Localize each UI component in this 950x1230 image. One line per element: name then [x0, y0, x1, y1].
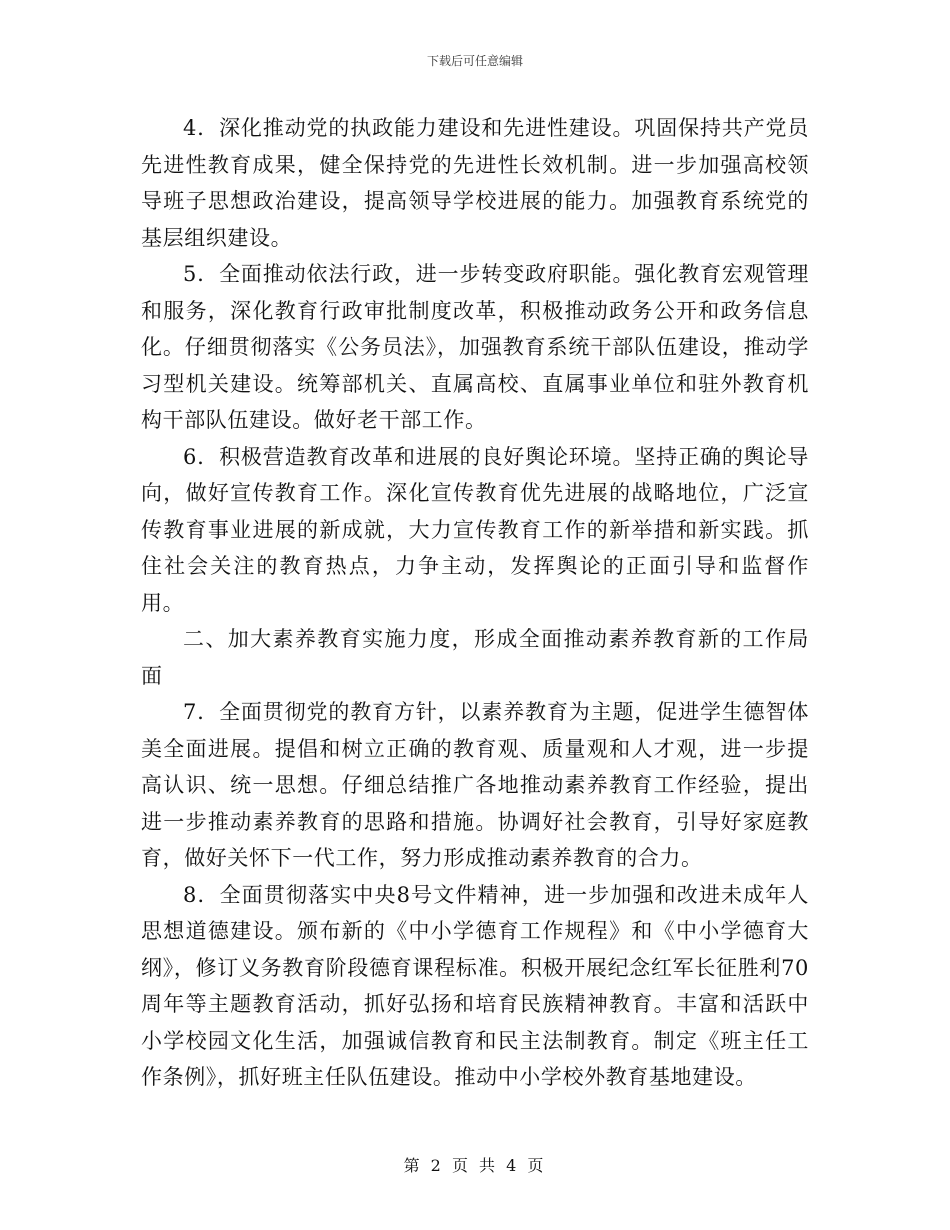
paragraph-item-6: 6．积极营造教育改革和进展的良好舆论环境。坚持正确的舆论导向，做好宣传教育工作。深化宣传教育优先进展的战略地位，广泛宣传教育事业进展的新成就，大力宣传教育工作的新举措和新实践。抓住社会关注的教育热点，力争主动，发挥舆论的正面引导和监督作用。 [141, 444, 809, 615]
paragraph-item-7: 7．全面贯彻党的教育方针，以素养教育为主题，促进学生德智体美全面进展。提倡和树立正确的教育观、质量观和人才观，进一步提高认识、统一思想。仔细总结推广各地推动素养教育工作经验，提出进一步推动素养教育的思路和措施。协调好社会教育，引导好家庭教育，做好关怀下一代工作，努力形成推动素养教育的合力。 [141, 700, 809, 870]
paragraph-item-4: 4．深化推动党的执政能力建设和先进性建设。巩固保持共产党员先进性教育成果，健全保持党的先进性长效机制。进一步加强高校领导班子思想政治建设，提高领导学校进展的能力。加强教育系统党的基层组织建设。 [141, 116, 809, 250]
page-header: 下载后可任意编辑 [426, 54, 523, 68]
page-footer: 第 2 页 共 4 页 [403, 1156, 547, 1175]
section-heading-2: 二、加大素养教育实施力度，形成全面推动素养教育新的工作局面 [141, 627, 809, 688]
document-body [141, 110, 809, 1096]
paragraph-item-8: 8．全面贯彻落实中央8号文件精神，进一步加强和改进未成年人思想道德建设。颁布新的《中小学德育工作规程》和《中小学德育大纲》，修订义务教育阶段德育课程标准。积极开展纪念红军长征胜利70周年等主题教育活动，抓好弘扬和培育民族精神教育。丰富和活跃中小学校园文化生活，加强诚信教育和民主法制教育。制定《班主任工作条例》，抓好班主任队伍建设。推动中小学校外教育基地建设。 [141, 882, 809, 1089]
paragraph-item-5: 5．全面推动依法行政，进一步转变政府职能。强化教育宏观管理和服务，深化教育行政审批制度改革，积极推动政务公开和政务信息化。仔细贯彻落实《公务员法》，加强教育系统干部队伍建设，推动学习型机关建设。统筹部机关、直属高校、直属事业单位和驻外教育机构干部队伍建设。做好老干部工作。 [141, 262, 809, 432]
